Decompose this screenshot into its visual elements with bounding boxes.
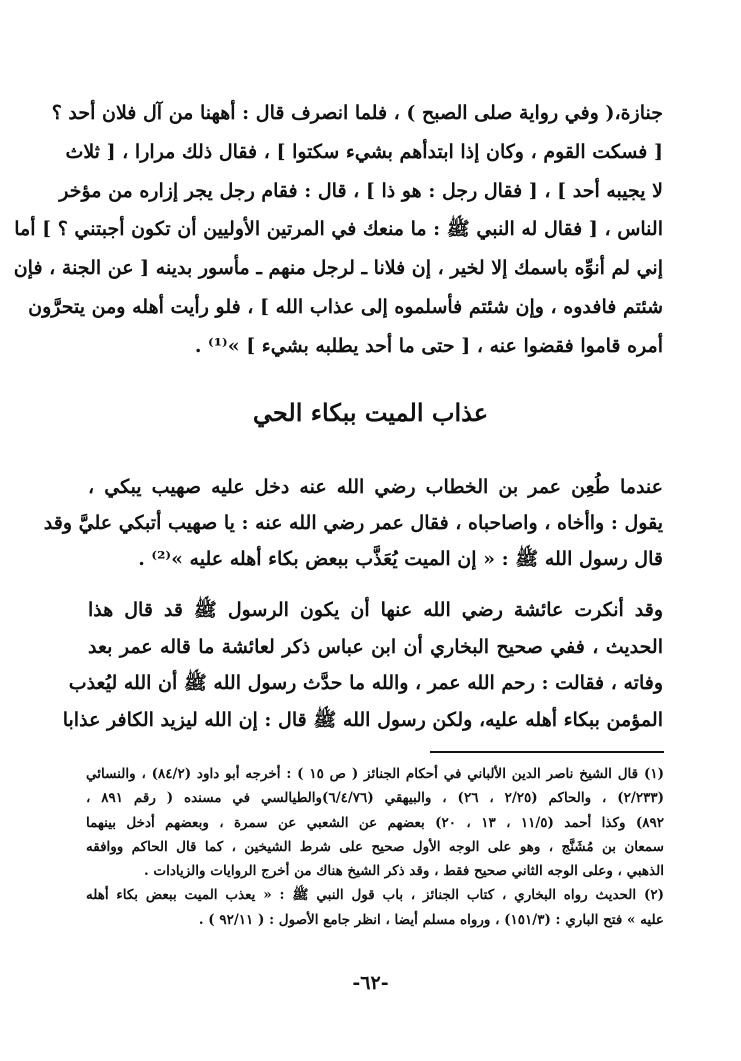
footnote-divider: [430, 751, 664, 753]
text-line: المؤمن ببكاء أهله عليه، ولكن رسول الله ﷺ قال : إن الله ليزيد الكافر عذابا: [62, 708, 663, 731]
text-line: شئتم فافدوه ، وإن شئتم فأسلموه إلى عذاب الله ] ، فلو رأيت أهله ومن يتحرَّون: [28, 295, 663, 318]
text-line: جنازة،( وفي رواية صلى الصبح ) ، فلما انصرف قال : أههنا من آل فلان أحد ؟: [51, 102, 663, 124]
text-line: لا يجيبه أحد ] ، [ فقال رجل : هو ذا ] ، قال : فقام رجل يجر إزاره من مؤخر: [59, 179, 663, 202]
page-number: -٦٢-: [352, 972, 389, 994]
footnote-line: الذهبي ، وعلى الوجه الثاني صحيح فقط ، وقد ذكر الشيخ هناك من أخرج الروايات والزيادات .: [143, 863, 664, 880]
footnote-line: (٢) الحديث رواه البخاري ، كتاب الجنائز ، باب قول النبي ﷺ : « يعذب الميت ببعض بكاء أهله: [86, 887, 664, 904]
paragraph-aisha: [62, 592, 663, 738]
footnote-line: سمعان بن مُشَنَّج ، وهو على الوجه الأول صحيح على شرط الشيخين ، كما قال الحاكم ووافقه: [86, 838, 664, 855]
paragraph-hadith-debt: [13, 94, 663, 366]
footnotes: [86, 762, 664, 932]
footnote-line: ٨٩٢) وكذا أحمد (١١/٥ ، ١٣ ، ٢٠) بعضهم عن الشعبي عن سمرة ، وبعضهم أدخل بينهما: [86, 814, 664, 831]
text-line: إني لم أنوِّه باسمك إلا لخير ، إن فلانا ـ لرجل منهم ـ مأسور بدينه [ عن الجنة ، فإن: [13, 257, 663, 280]
paragraph-umar: [43, 469, 663, 577]
footnote-line: عليه » فتح الباري : (١٥١/٣) ، ورواه مسلم أيضا ، انظر جامع الأصول : ( ٩٢/١١ ) .: [198, 911, 664, 928]
text-line: وقد أنكرت عائشة رضي الله عنها أن يكون الرسول ﷺ قد قال هذا: [88, 599, 663, 621]
text-line: الحديث ، ففي صحيح البخاري أن ابن عباس ذكر لعائشة ما قاله عمر بعد: [88, 635, 663, 658]
footnote-line: (٢/٢٣٣) ، والحاكم (٢/٢٥ ، ٢٦) ، والبيهقي (٦/٤/٧٦)والطيالسي في مسنده ( رقم ٨٩١ ،: [86, 790, 664, 807]
text-line: عندما طُعِن عمر بن الخطاب رضي الله عنه دخل عليه صهيب يبكي ،: [88, 476, 663, 498]
text-line: أمره قاموا فقضوا عنه ، [ حتى ما أحد يطلبه بشيء ] »⁽¹⁾ .: [194, 334, 663, 357]
section-heading: عذاب الميت ببكاء الحي: [252, 398, 489, 427]
text-line: [ فسكت القوم ، وكان إذا ابتدأهم بشيء سكتوا ] ، فقال ذلك مرارا ، [ ثلاث: [65, 140, 663, 163]
text-line: وفاته ، فقالت : رحم الله عمر ، والله ما حدَّث رسول الله ﷺ أن الله ليُعذب: [68, 672, 663, 694]
footnote-line: (١) قال الشيخ ناصر الدين الألباني في أحكام الجنائز ( ص ١٥ ) : أخرجه أبو داود (٨٤/٢) ، والنسائي: [86, 766, 664, 782]
text-line: يقول : واأخاه ، واصاحباه ، فقال عمر رضي الله عنه : يا صهيب أتبكي عليَّ وقد: [43, 512, 663, 534]
text-line: الناس ، [ فقال له النبي ﷺ : ما منعك في المرتين الأوليين أن تكون أجبتني ؟ ] أما: [14, 218, 663, 241]
text-line: قال رسول الله ﷺ : « إن الميت يُعَذَّب ببعض بكاء أهله عليه »⁽²⁾ .: [138, 548, 663, 570]
